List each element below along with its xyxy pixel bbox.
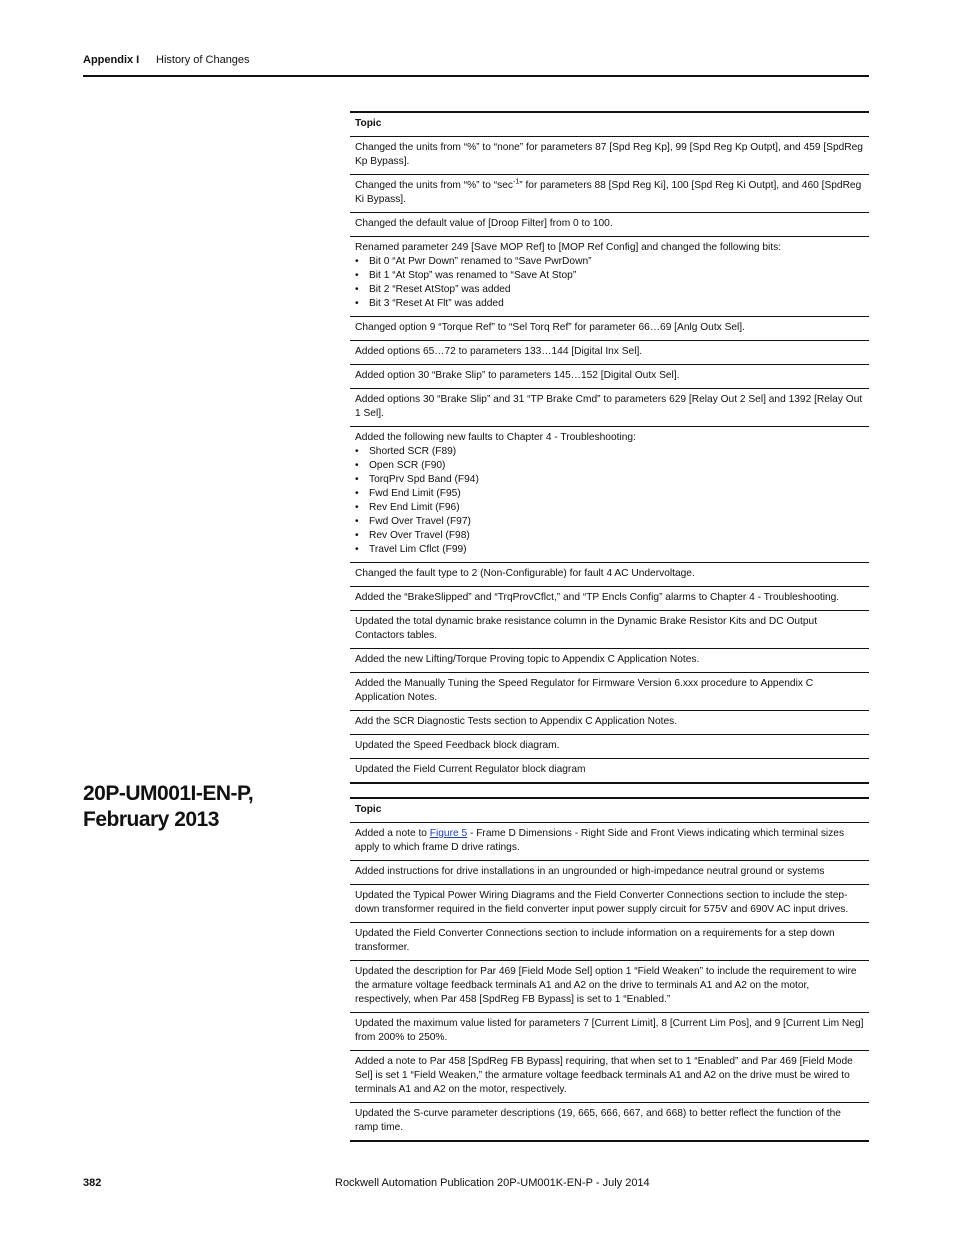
bullet-list bbox=[355, 445, 864, 557]
list-item: • Rev End Limit (F96) bbox=[355, 501, 864, 515]
page-number: 382 bbox=[83, 1177, 102, 1189]
table-row bbox=[350, 341, 869, 365]
publication-info: Rockwell Automation Publication 20P-UM001K-EN-P - July 2014 bbox=[335, 1177, 650, 1189]
table-row bbox=[350, 961, 869, 1013]
row-text: Added options 65…72 to parameters 133…144 [Digital Inx Sel]. bbox=[355, 346, 643, 357]
table-header-topic: Topic bbox=[350, 112, 869, 137]
table-row bbox=[350, 649, 869, 673]
row-text: Changed the units from “%” to “none” for parameters 87 [Spd Reg Kp], 99 [Spd Reg Kp Outpt], and 459 [SpdReg Kp Bypass]. bbox=[355, 142, 863, 167]
row-text: Changed option 9 “Torque Ref” to “Sel Torq Ref” for parameter 66…69 [Anlg Outx Sel]. bbox=[355, 322, 745, 333]
table-cell bbox=[350, 823, 869, 861]
row-text: Updated the Speed Feedback block diagram. bbox=[355, 740, 560, 751]
table-row bbox=[350, 861, 869, 885]
table-row bbox=[350, 1013, 869, 1051]
table-cell bbox=[350, 237, 869, 317]
table-row bbox=[350, 213, 869, 237]
table-cell bbox=[350, 365, 869, 389]
table-row bbox=[350, 611, 869, 649]
list-item: • Bit 3 “Reset At Flt” was added bbox=[355, 297, 864, 311]
appendix-label: Appendix I bbox=[83, 54, 140, 66]
row-text: Renamed parameter 249 [Save MOP Ref] to [MOP Ref Config] and changed the following bits: bbox=[355, 242, 782, 253]
row-text: Added the following new faults to Chapter 4 - Troubleshooting: bbox=[355, 432, 636, 443]
table-row bbox=[350, 673, 869, 711]
row-text: Updated the maximum value listed for parameters 7 [Current Limit], 8 [Current Lim Pos], and 9 [Current Lim Neg] from 200% to 250%. bbox=[355, 1018, 864, 1043]
table-row bbox=[350, 885, 869, 923]
changes-table-1-body bbox=[350, 137, 869, 784]
table-row bbox=[350, 923, 869, 961]
table-cell bbox=[350, 735, 869, 759]
table-row bbox=[350, 823, 869, 861]
changes-table-2-body bbox=[350, 823, 869, 1142]
table-row bbox=[350, 587, 869, 611]
row-text: Added a note to bbox=[355, 828, 430, 839]
changes-table-1 bbox=[350, 111, 869, 784]
list-item: • Fwd End Limit (F95) bbox=[355, 487, 864, 501]
table-cell bbox=[350, 885, 869, 923]
table-row bbox=[350, 365, 869, 389]
row-text: ” for parameters 88 [Spd Reg Ki], 100 [Spd Reg Ki Outpt], and 460 [SpdReg Ki Bypass]. bbox=[355, 180, 862, 205]
list-item: • Bit 1 “At Stop” was renamed to “Save At Stop” bbox=[355, 269, 864, 283]
list-item: • Open SCR (F90) bbox=[355, 459, 864, 473]
changes-table-2 bbox=[350, 797, 869, 1142]
table-cell bbox=[350, 137, 869, 175]
table-row bbox=[350, 563, 869, 587]
list-item: • Travel Lim Cflct (F99) bbox=[355, 543, 864, 557]
row-text: Updated the Field Current Regulator block diagram bbox=[355, 764, 586, 775]
row-text: Added a note to Par 458 [SpdReg FB Bypass] requiring, that when set to 1 “Enabled” and Par 469 [Field Mode Sel] is set 1 “Field Weaken,” the armature voltage feedback terminals A1 and A2 on the drive must be wired to terminals A1 and A2 on the motor, respectively. bbox=[355, 1056, 853, 1095]
table-row bbox=[350, 175, 869, 213]
row-text: Added the Manually Tuning the Speed Regulator for Firmware Version 6.xxx procedure to Appendix C Application Notes. bbox=[355, 678, 814, 703]
table-row bbox=[350, 427, 869, 563]
row-text: Added options 30 “Brake Slip” and 31 “TP Brake Cmd” to parameters 629 [Relay Out 2 Sel] and 1392 [Relay Out 1 Sel]. bbox=[355, 394, 863, 419]
table-row bbox=[350, 317, 869, 341]
table-cell bbox=[350, 587, 869, 611]
table-cell bbox=[350, 175, 869, 213]
row-text: Added the “BrakeSlipped” and “TrqProvCflct,” and “TP Encls Config” alarms to Chapter 4 - Troubleshooting. bbox=[355, 592, 840, 603]
row-text: Updated the Field Converter Connections section to include information on a requirements for a step down transformer. bbox=[355, 928, 835, 953]
section-heading-line2: February 2013 bbox=[83, 808, 219, 831]
section-heading bbox=[83, 781, 333, 833]
table-cell bbox=[350, 427, 869, 563]
table-row bbox=[350, 237, 869, 317]
row-text: Updated the total dynamic brake resistance column in the Dynamic Brake Resistor Kits and DC Output Contactors tables. bbox=[355, 616, 818, 641]
list-item: • Rev Over Travel (F98) bbox=[355, 529, 864, 543]
table-cell bbox=[350, 923, 869, 961]
table-cell bbox=[350, 961, 869, 1013]
table-row bbox=[350, 735, 869, 759]
list-item: • Bit 2 “Reset AtStop” was added bbox=[355, 283, 864, 297]
table-cell bbox=[350, 1013, 869, 1051]
list-item: • Bit 0 “At Pwr Down” renamed to “Save PwrDown” bbox=[355, 255, 864, 269]
table-cell bbox=[350, 759, 869, 784]
table-row bbox=[350, 759, 869, 784]
page-header bbox=[83, 53, 869, 77]
row-text: Added option 30 “Brake Slip” to parameters 145…152 [Digital Outx Sel]. bbox=[355, 370, 680, 381]
table-row bbox=[350, 711, 869, 735]
row-text: Updated the description for Par 469 [Field Mode Sel] option 1 “Field Weaken” to include the requirement to wire the armature voltage feedback terminals A1 and A2 on the drive to terminals A1 and A2 on the motor, respectively, when Par 458 [SpdReg FB Bypass] is set to 1 “Enabled.” bbox=[355, 966, 857, 1005]
figure-link[interactable]: Figure 5 bbox=[429, 828, 468, 839]
section-heading-line1: 20P-UM001I-EN-P, bbox=[83, 782, 254, 805]
table-header-topic: Topic bbox=[350, 798, 869, 823]
row-text: Added the new Lifting/Torque Proving topic to Appendix C Application Notes. bbox=[355, 654, 700, 665]
table-cell bbox=[350, 649, 869, 673]
table-cell bbox=[350, 563, 869, 587]
table-cell bbox=[350, 341, 869, 365]
bullet-list bbox=[355, 255, 864, 311]
row-text: Changed the fault type to 2 (Non-Configurable) for fault 4 AC Undervoltage. bbox=[355, 568, 695, 579]
table-row bbox=[350, 137, 869, 175]
row-text: Updated the S-curve parameter descriptions (19, 665, 666, 667, and 668) to better reflect the function of the ramp time. bbox=[355, 1108, 841, 1133]
row-text: Updated the Typical Power Wiring Diagrams and the Field Converter Connections section to include the step-down transformer required in the field converter input power supply circuit for 575V and 690V AC input drives. bbox=[355, 890, 849, 915]
table-cell bbox=[350, 389, 869, 427]
table-cell bbox=[350, 1103, 869, 1142]
row-text: Changed the units from “%” to “sec bbox=[355, 180, 513, 191]
row-text: Added instructions for drive installations in an ungrounded or high-impedance neutral ground or systems bbox=[355, 866, 825, 877]
list-item: • Shorted SCR (F89) bbox=[355, 445, 864, 459]
row-text: Changed the default value of [Droop Filter] from 0 to 100. bbox=[355, 218, 613, 229]
table-cell bbox=[350, 611, 869, 649]
table-cell bbox=[350, 213, 869, 237]
table-cell bbox=[350, 711, 869, 735]
section-label: History of Changes bbox=[156, 54, 250, 66]
table-cell bbox=[350, 861, 869, 885]
table-row bbox=[350, 1051, 869, 1103]
table-cell bbox=[350, 317, 869, 341]
table-cell bbox=[350, 673, 869, 711]
row-text: Add the SCR Diagnostic Tests section to Appendix C Application Notes. bbox=[355, 716, 678, 727]
table-cell bbox=[350, 1051, 869, 1103]
table-row bbox=[350, 1103, 869, 1142]
list-item: • Fwd Over Travel (F97) bbox=[355, 515, 864, 529]
superscript: -1 bbox=[512, 178, 520, 186]
row-text: - Frame D Dimensions - Right Side and Front Views indicating which terminal sizes apply to which frame D drive ratings. bbox=[355, 828, 845, 853]
table-row bbox=[350, 389, 869, 427]
list-item: • TorqPrv Spd Band (F94) bbox=[355, 473, 864, 487]
